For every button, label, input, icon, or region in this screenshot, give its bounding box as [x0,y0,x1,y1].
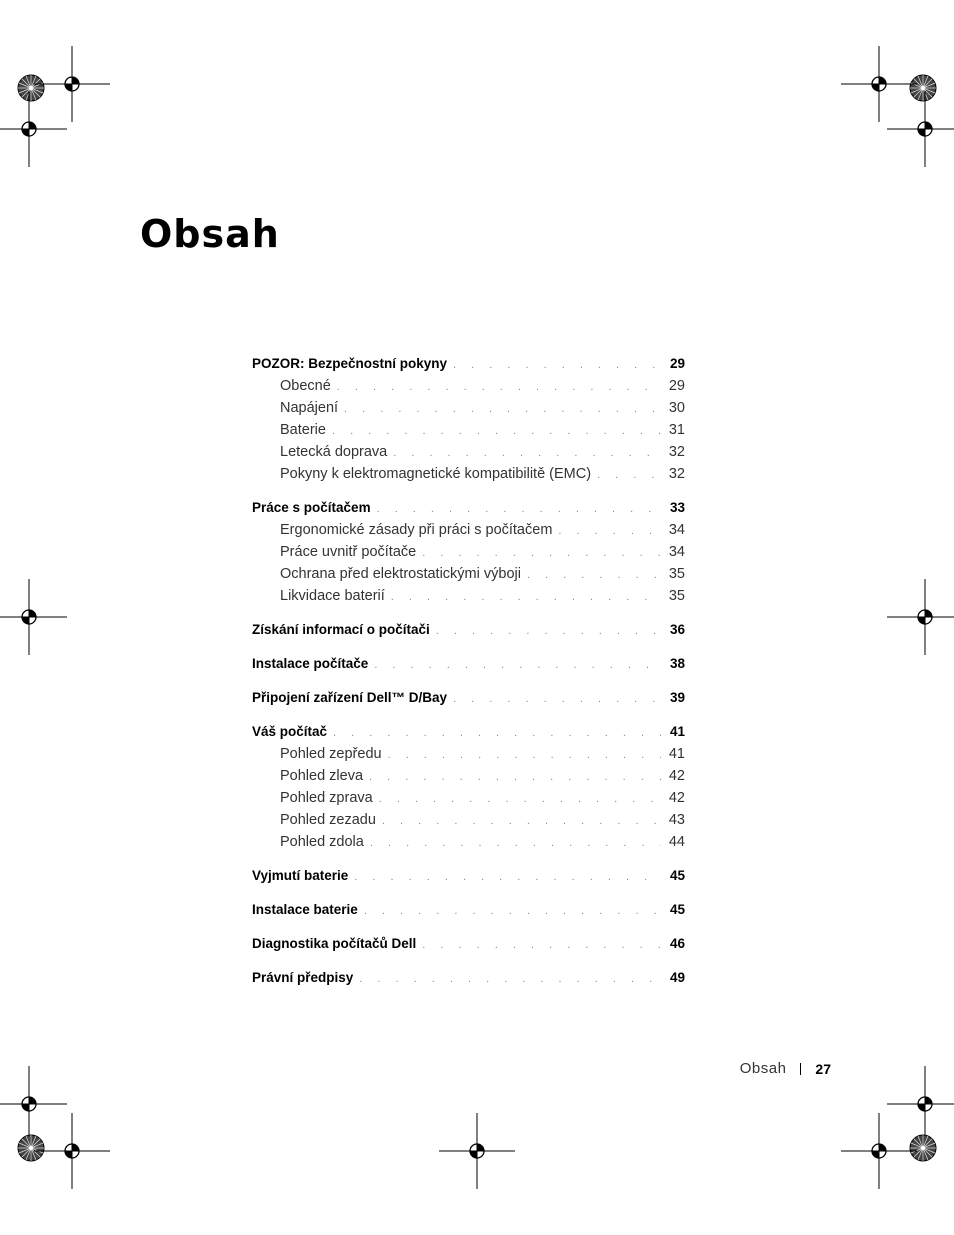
toc-section [252,653,685,675]
toc-entry[interactable] [252,721,685,743]
dot-leader [359,968,661,990]
toc-subentry-title: Likvidace baterií [280,588,385,604]
starburst-mark-icon [910,75,936,101]
footer-separator [800,1063,801,1075]
dot-leader [337,376,661,398]
toc-entry[interactable] [252,933,685,955]
toc-section [252,497,685,607]
toc-entry-title: Práce s počítačem [252,500,371,515]
toc-subentry-page: 34 [668,522,685,538]
crosshair-mark-icon [887,1066,954,1142]
toc-subentry[interactable] [252,743,685,765]
toc-entry[interactable] [252,687,685,709]
toc-entry[interactable] [252,497,685,519]
page-title: Obsah [140,212,280,256]
toc-subentry-page: 41 [668,746,685,762]
dot-leader [332,420,661,442]
toc-entry-title: Diagnostika počítačů Dell [252,936,417,951]
dot-leader [436,620,661,642]
crosshair-mark-icon [887,91,954,167]
toc-subentry-title: Baterie [280,422,326,438]
toc-section [252,899,685,921]
toc-subentry[interactable] [252,541,685,563]
toc-subentry-page: 29 [668,378,685,394]
toc-entry[interactable] [252,865,685,887]
dot-leader [453,688,661,710]
crosshair-mark-icon [841,46,917,122]
footer-label: Obsah [739,1060,787,1077]
toc-entry[interactable] [252,619,685,641]
toc-subentry-page: 35 [668,588,685,604]
table-of-contents [252,353,685,1001]
toc-subentry-page: 42 [668,768,685,784]
toc-entry-page: 38 [669,656,685,671]
toc-subentry-page: 31 [668,422,685,438]
crosshair-mark-icon [841,1113,917,1189]
crosshair-mark-icon [34,1113,110,1189]
toc-section [252,967,685,989]
toc-entry-title: Získání informací o počítači [252,622,430,637]
toc-entry-title: Instalace počítače [252,656,369,671]
toc-subentry[interactable] [252,831,685,853]
toc-subentry-title: Pohled zepředu [280,746,382,762]
dot-leader [391,586,661,608]
toc-subentry-title: Pohled zprava [280,790,373,806]
toc-subentry-page: 43 [668,812,685,828]
toc-entry-title: Instalace baterie [252,902,358,917]
starburst-mark-icon [18,75,44,101]
toc-subentry-title: Pohled zleva [280,768,364,784]
toc-subentry[interactable] [252,787,685,809]
toc-section [252,687,685,709]
dot-leader [422,542,661,564]
toc-subentry-page: 44 [668,834,685,850]
toc-subentry[interactable] [252,441,685,463]
dot-leader [422,934,661,956]
toc-entry-title: Právní předpisy [252,970,354,985]
toc-entry-page: 33 [669,500,685,515]
toc-entry-title: Vyjmutí baterie [252,868,349,883]
dot-leader [344,398,661,420]
toc-subentry-title: Pohled zezadu [280,812,376,828]
page-number: 27 [815,1060,831,1077]
toc-entry-page: 39 [669,690,685,705]
toc-subentry-page: 42 [668,790,685,806]
toc-subentry-page: 30 [668,400,685,416]
toc-entry-page: 41 [669,724,685,739]
crosshair-mark-icon [0,1066,67,1142]
toc-subentry-title: Obecné [280,378,331,394]
toc-entry-page: 45 [669,868,685,883]
toc-subentry[interactable] [252,397,685,419]
dot-leader [393,442,661,464]
toc-entry[interactable] [252,353,685,375]
toc-subentry-page: 32 [668,466,685,482]
dot-leader [354,866,661,888]
dot-leader [364,900,661,922]
crosshair-mark-icon [887,579,954,655]
dot-leader [374,654,661,676]
toc-subentry-title: Ochrana před elektrostatickými výboji [280,566,521,582]
toc-subentry-title: Napájení [280,400,339,416]
toc-section [252,933,685,955]
toc-entry-page: 45 [669,902,685,917]
toc-subentry-title: Ergonomické zásady při práci s počítačem [280,522,553,538]
toc-subentry-title: Pohled zdola [280,834,364,850]
dot-leader [382,810,661,832]
page-footer [740,1060,831,1077]
dot-leader [527,564,661,586]
toc-subentry[interactable] [252,563,685,585]
dot-leader [388,744,661,766]
toc-entry-page: 46 [669,936,685,951]
toc-entry-title: Váš počítač [252,724,328,739]
toc-section [252,619,685,641]
dot-leader [369,766,661,788]
dot-leader [333,722,661,744]
toc-subentry[interactable] [252,519,685,541]
toc-entry-page: 36 [669,622,685,637]
dot-leader [379,788,661,810]
toc-entry[interactable] [252,967,685,989]
dot-leader [558,520,661,542]
dot-leader [377,498,661,520]
toc-subentry[interactable] [252,809,685,831]
dot-leader [370,832,661,854]
toc-subentry[interactable] [252,463,685,485]
toc-entry[interactable] [252,899,685,921]
toc-subentry-title: Letecká doprava [280,444,388,460]
toc-subentry[interactable] [252,375,685,397]
toc-entry-page: 29 [669,356,685,371]
starburst-mark-icon [18,1135,44,1161]
crosshair-mark-icon [0,579,67,655]
toc-subentry[interactable] [252,765,685,787]
crosshair-mark-icon [34,46,110,122]
toc-entry-page: 49 [669,970,685,985]
toc-subentry-page: 32 [668,444,685,460]
crosshair-mark-icon [439,1113,515,1189]
toc-section [252,865,685,887]
toc-subentry-page: 34 [668,544,685,560]
toc-subentry[interactable] [252,419,685,441]
dot-leader [453,354,661,376]
toc-section [252,353,685,485]
toc-entry-title: Připojení zařízení Dell™ D/Bay [252,690,448,705]
toc-section [252,721,685,853]
dot-leader [597,464,661,486]
crosshair-mark-icon [0,91,67,167]
toc-entry-title: POZOR: Bezpečnostní pokyny [252,356,448,371]
toc-subentry[interactable] [252,585,685,607]
toc-entry[interactable] [252,653,685,675]
toc-subentry-title: Práce uvnitř počítače [280,544,417,560]
starburst-mark-icon [910,1135,936,1161]
toc-subentry-title: Pokyny k elektromagnetické kompatibilitě (EMC) [280,466,592,482]
toc-subentry-page: 35 [668,566,685,582]
